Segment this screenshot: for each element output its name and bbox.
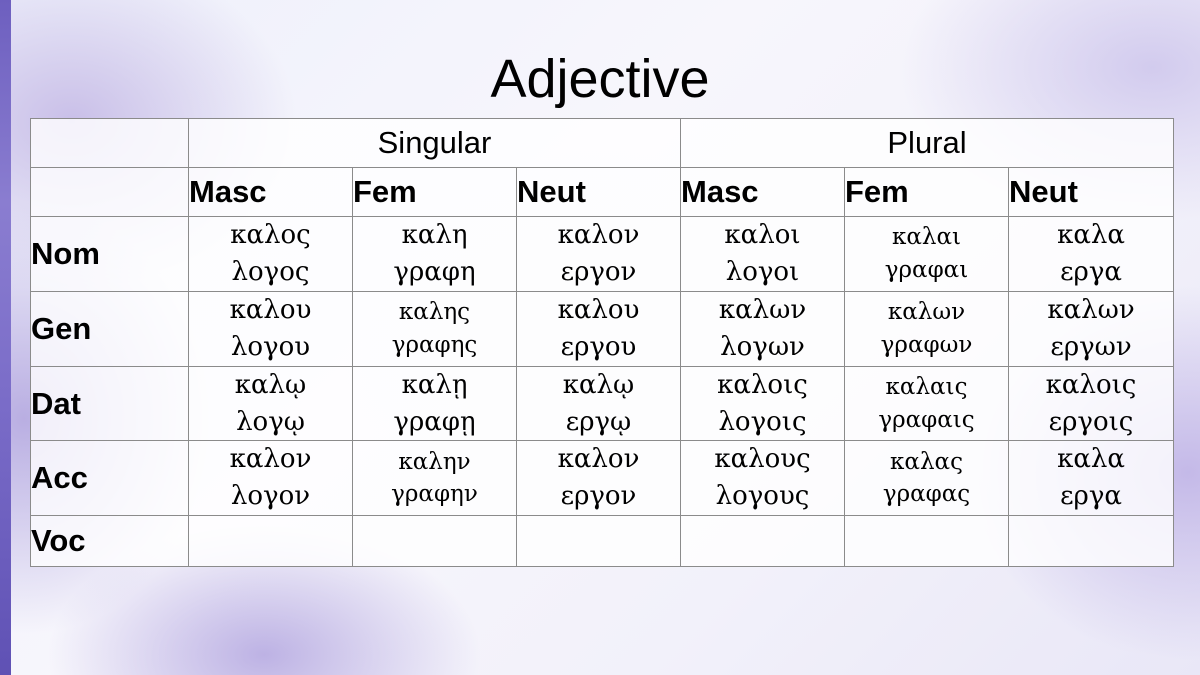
form-noun: λογος [231, 256, 310, 287]
form-adjective: καλων [718, 294, 807, 325]
declension-table-wrapper [30, 118, 1173, 567]
cell-voc-pl-fem [845, 516, 1009, 567]
form-noun: εργοις [1048, 406, 1134, 437]
case-label-voc: Voc [31, 516, 189, 567]
cell-gen-pl-masc [681, 291, 845, 366]
form-adjective: καλας [890, 448, 963, 475]
form-adjective: καλος [230, 220, 311, 250]
form-adjective: καλον [557, 220, 640, 250]
table-row [31, 441, 1174, 516]
form-adjective: καλου [557, 294, 640, 325]
form-noun: λογου [230, 331, 311, 362]
cell-acc-sg-fem [353, 441, 517, 516]
table-corner-cell-2 [31, 168, 189, 217]
cell-dat-sg-fem [353, 366, 517, 441]
case-label-dat: Dat [31, 366, 189, 441]
cell-gen-sg-fem [353, 291, 517, 366]
cell-dat-pl-neut [1009, 366, 1174, 441]
form-adjective: καλους [714, 444, 811, 475]
case-label-nom: Nom [31, 217, 189, 292]
form-adjective: καλην [398, 448, 471, 475]
header-singular-neut: Neut [517, 168, 681, 217]
form-adjective: καλα [1057, 220, 1125, 250]
case-label-acc: Acc [31, 441, 189, 516]
cell-voc-sg-masc [189, 516, 353, 567]
header-plural-fem: Fem [845, 168, 1009, 217]
form-noun: γραφαις [878, 406, 975, 433]
form-adjective: καλοι [724, 220, 801, 250]
adjective-declension-table [30, 118, 1174, 567]
cell-dat-pl-fem [845, 366, 1009, 441]
header-singular-masc: Masc [189, 168, 353, 217]
form-noun: γραφας [882, 481, 971, 508]
table-row-number-headers [31, 119, 1174, 168]
form-noun: λογῳ [236, 406, 305, 437]
form-adjective: καλῳ [234, 369, 307, 400]
table-row [31, 291, 1174, 366]
header-plural-neut: Neut [1009, 168, 1174, 217]
header-singular-fem: Fem [353, 168, 517, 217]
form-noun: γραφων [880, 331, 973, 358]
form-adjective: καλῃ [401, 369, 468, 400]
form-noun: λογους [715, 481, 810, 512]
table-row-gender-headers [31, 168, 1174, 217]
form-noun: γραφαι [884, 256, 969, 283]
cell-dat-pl-masc [681, 366, 845, 441]
cell-nom-sg-masc [189, 217, 353, 292]
table-row [31, 366, 1174, 441]
form-adjective: καλης [398, 299, 471, 326]
cell-acc-pl-masc [681, 441, 845, 516]
cell-gen-pl-neut [1009, 291, 1174, 366]
cell-dat-sg-masc [189, 366, 353, 441]
table-row [31, 217, 1174, 292]
form-noun: γραφην [391, 481, 478, 508]
cell-dat-sg-neut [517, 366, 681, 441]
cell-gen-sg-neut [517, 291, 681, 366]
cell-acc-sg-neut [517, 441, 681, 516]
page-title: Adjective [490, 49, 710, 109]
cell-acc-sg-masc [189, 441, 353, 516]
case-label-gen: Gen [31, 291, 189, 366]
form-noun: εργων [1050, 331, 1132, 362]
form-adjective: καλαι [891, 224, 962, 251]
form-noun: γραφης [391, 331, 478, 358]
header-plural: Plural [681, 119, 1174, 168]
form-adjective: καλοις [1045, 369, 1137, 400]
cell-nom-pl-fem [845, 217, 1009, 292]
form-noun: εργῳ [565, 406, 632, 437]
form-noun: εργα [1060, 481, 1122, 512]
form-adjective: καλοις [717, 369, 808, 400]
cell-voc-sg-neut [517, 516, 681, 567]
form-adjective: καλαις [885, 373, 968, 400]
cell-gen-sg-masc [189, 291, 353, 366]
form-noun: λογοι [725, 256, 800, 287]
table-corner-cell [31, 119, 189, 168]
cell-nom-pl-neut [1009, 217, 1174, 292]
form-adjective: καλα [1057, 444, 1125, 475]
header-singular: Singular [189, 119, 681, 168]
form-noun: λογων [720, 331, 805, 362]
form-adjective: καλων [1047, 294, 1135, 325]
cell-nom-sg-fem [353, 217, 517, 292]
cell-acc-pl-neut [1009, 441, 1174, 516]
form-noun: λογον [230, 481, 311, 512]
form-noun: εργου [560, 331, 637, 362]
form-noun: εργον [560, 256, 637, 287]
form-adjective: καλον [557, 444, 640, 475]
form-adjective: καλον [229, 444, 312, 475]
cell-voc-pl-neut [1009, 516, 1174, 567]
form-noun: εργον [560, 481, 637, 512]
cell-voc-sg-fem [353, 516, 517, 567]
header-plural-masc: Masc [681, 168, 845, 217]
form-noun: γραφη [393, 256, 476, 287]
form-adjective: καλων [887, 299, 966, 326]
cell-gen-pl-fem [845, 291, 1009, 366]
cell-nom-sg-neut [517, 217, 681, 292]
form-noun: εργα [1060, 256, 1122, 287]
cell-acc-pl-fem [845, 441, 1009, 516]
table-row [31, 516, 1174, 567]
form-adjective: καλῳ [562, 369, 635, 400]
cell-voc-pl-masc [681, 516, 845, 567]
form-noun: γραφῃ [393, 406, 476, 437]
form-adjective: καλου [229, 294, 312, 325]
cell-nom-pl-masc [681, 217, 845, 292]
form-noun: λογοις [718, 406, 807, 437]
form-adjective: καλη [401, 220, 468, 250]
